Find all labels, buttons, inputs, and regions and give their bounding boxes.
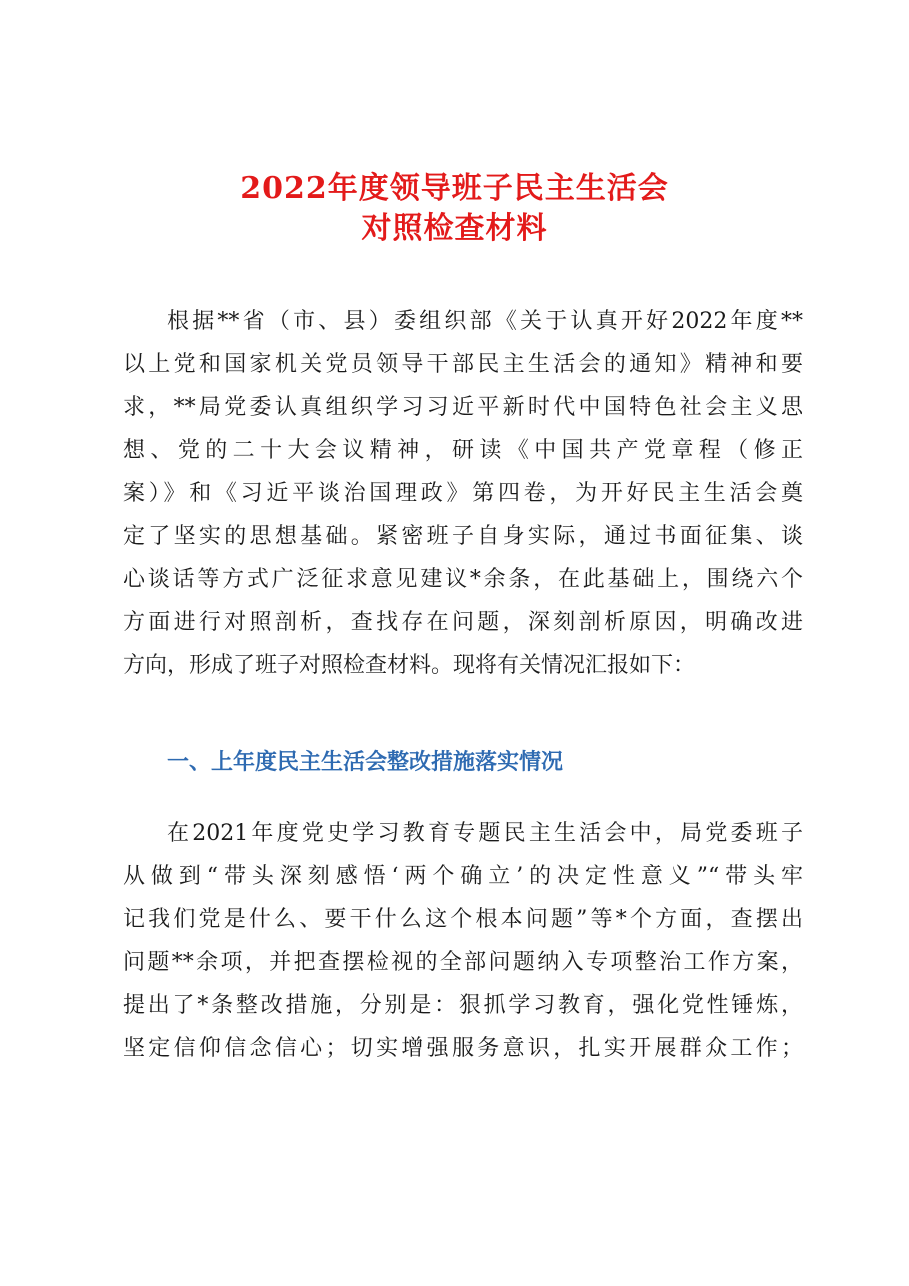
paragraph-line: 定了坚实的思想基础。紧密班子自身实际，通过书面征集、谈 [123, 524, 803, 549]
paragraph-line: 在2021年度党史学习教育专题民主生活会中，局党委班子 [167, 821, 803, 846]
document-title-line2: 对照检查材料 [361, 211, 548, 246]
paragraph-line: 想、党的二十大会议精神，研读《中国共产党章程（修正 [123, 438, 803, 463]
paragraph-section1 [123, 812, 803, 1070]
paragraph-line: 案）》和《习近平谈治国理政》第四卷，为开好民主生活会奠 [123, 481, 803, 506]
paragraph-line: 提出了*条整改措施，分别是：狠抓学习教育，强化党性锤炼， [123, 993, 803, 1018]
document-title-line1: 2022年度领导班子民主生活会 [240, 171, 669, 206]
paragraph-line: 根据**省（市、县）委组织部《关于认真开好2022年度** [167, 309, 803, 334]
paragraph-line: 方向，形成了班子对照检查材料。现将有关情况汇报如下： [123, 653, 696, 678]
section-heading: 一、上年度民主生活会整改措施落实情况 [167, 749, 564, 775]
paragraph-line: 从做到“带头深刻感悟‘两个确立’的决定性意义”“带头牢 [123, 864, 803, 889]
paragraph-line: 求，**局党委认真组织学习习近平新时代中国特色社会主义思 [123, 395, 803, 420]
paragraph-line: 以上党和国家机关党员领导干部民主生活会的通知》精神和要 [123, 352, 803, 377]
paragraph-intro [123, 300, 803, 687]
paragraph-line: 方面进行对照剖析，查找存在问题，深刻剖析原因，明确改进 [123, 610, 803, 635]
paragraph-line: 坚定信仰信念信心；切实增强服务意识，扎实开展群众工作； [123, 1036, 803, 1061]
paragraph-line: 问题**余项，并把查摆检视的全部问题纳入专项整治工作方案， [123, 950, 803, 975]
paragraph-line: 心谈话等方式广泛征求意见建议*余条，在此基础上，围绕六个 [123, 567, 803, 592]
paragraph-line: 记我们党是什么、要干什么这个根本问题”等*个方面，查摆出 [123, 907, 803, 932]
